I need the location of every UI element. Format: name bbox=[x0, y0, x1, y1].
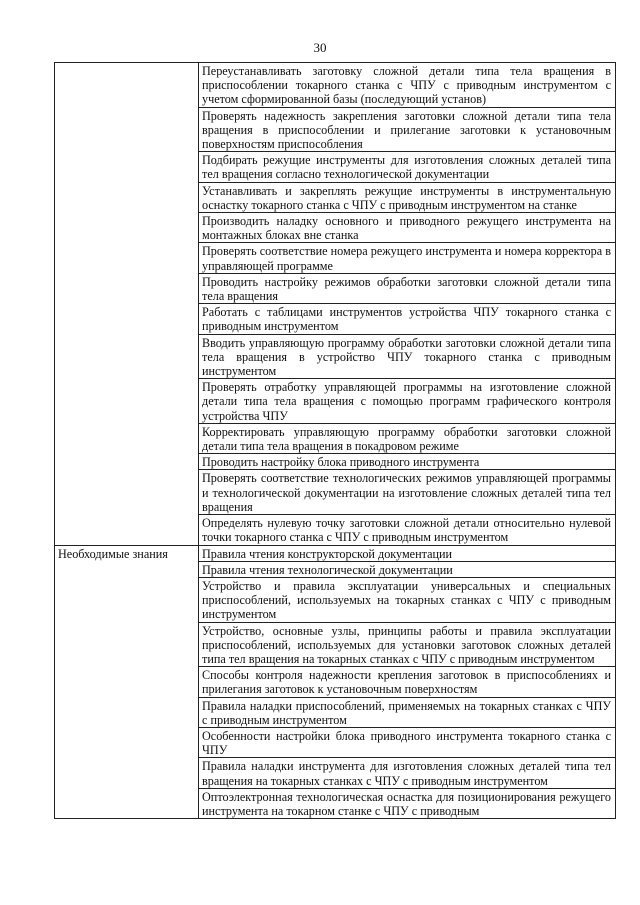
requirement-item: Переустанавливать заготовку сложной детали типа тела вращения в приспособлении токарного станка с ЧПУ с приводным инструментом с учетом сформированной базы (последующий установ) bbox=[199, 63, 616, 108]
requirement-item: Определять нулевую точку заготовки сложной детали относительно нулевой точки токарного станка с ЧПУ с приводным инструментом bbox=[199, 515, 616, 545]
page-number: 30 bbox=[313, 40, 327, 55]
requirement-item: Корректировать управляющую программу обработки заготовки сложной детали типа тела вращения в покадровом режиме bbox=[199, 423, 616, 453]
requirement-item: Правила наладки приспособлений, применяемых на токарных станках с ЧПУ с приводным инструментом bbox=[199, 697, 616, 727]
requirement-item: Устанавливать и закреплять режущие инструменты в инструментальную оснастку токарного станка с ЧПУ с приводным инструментом на станке bbox=[199, 182, 616, 212]
requirement-item: Проверять соответствие номера режущего инструмента и номера корректора в управляющей программе bbox=[199, 243, 616, 273]
table-row bbox=[55, 63, 616, 108]
requirement-item: Устройство, основные узлы, принципы работы и правила эксплуатации приспособлений, используемых для установки заготовок сложных деталей типа тел вращения на токарных станках с ЧПУ с приводным инструментом bbox=[199, 622, 616, 667]
requirement-item: Правила чтения конструкторской документации bbox=[199, 545, 616, 561]
requirement-item: Подбирать режущие инструменты для изготовления сложных деталей типа тел вращения согласно технологической документации bbox=[199, 152, 616, 182]
requirement-item: Работать с таблицами инструментов устройства ЧПУ токарного станка с приводным инструментом bbox=[199, 304, 616, 334]
section-label bbox=[55, 63, 199, 546]
table-row bbox=[55, 545, 616, 561]
requirement-item: Особенности настройки блока приводного инструмента токарного станка с ЧПУ bbox=[199, 727, 616, 757]
requirement-item: Правила наладки инструмента для изготовления сложных деталей типа тел вращения на токарных станках с ЧПУ с приводным инструментом bbox=[199, 758, 616, 788]
requirement-item: Оптоэлектронная технологическая оснастка для позиционирования режущего инструмента на токарном станке с ЧПУ с приводным bbox=[199, 788, 616, 818]
requirement-item: Проводить настройку блока приводного инструмента bbox=[199, 454, 616, 470]
requirement-item: Проверять соответствие технологических режимов управляющей программы и технологической документации на изготовление сложных деталей типа тел вращения bbox=[199, 470, 616, 515]
requirement-item: Проверять надежность закрепления заготовки сложной детали типа тела вращения в приспособлении и прилегание заготовки к установочным поверхностям приспособления bbox=[199, 107, 616, 152]
requirement-item: Проверять отработку управляющей программы на изготовление сложной детали типа тела вращения с помощью программ графического контроля устройства ЧПУ bbox=[199, 379, 616, 424]
requirements-table bbox=[54, 62, 616, 819]
requirement-item: Проводить настройку режимов обработки заготовки сложной детали типа тела вращения bbox=[199, 273, 616, 303]
requirement-item: Устройство и правила эксплуатации универсальных и специальных приспособлений, используемых на токарных станках с ЧПУ с приводным инструментом bbox=[199, 577, 616, 622]
requirement-item: Способы контроля надежности крепления заготовок в приспособлениях и прилегания заготовок к установочным поверхностям bbox=[199, 667, 616, 697]
requirement-item: Правила чтения технологической документации bbox=[199, 561, 616, 577]
requirement-item: Производить наладку основного и приводного режущего инструмента на монтажных блоках вне станка bbox=[199, 213, 616, 243]
section-label: Необходимые знания bbox=[55, 545, 199, 819]
requirement-item: Вводить управляющую программу обработки заготовки сложной детали типа тела вращения в устройство ЧПУ токарного станка с приводным инструментом bbox=[199, 334, 616, 379]
